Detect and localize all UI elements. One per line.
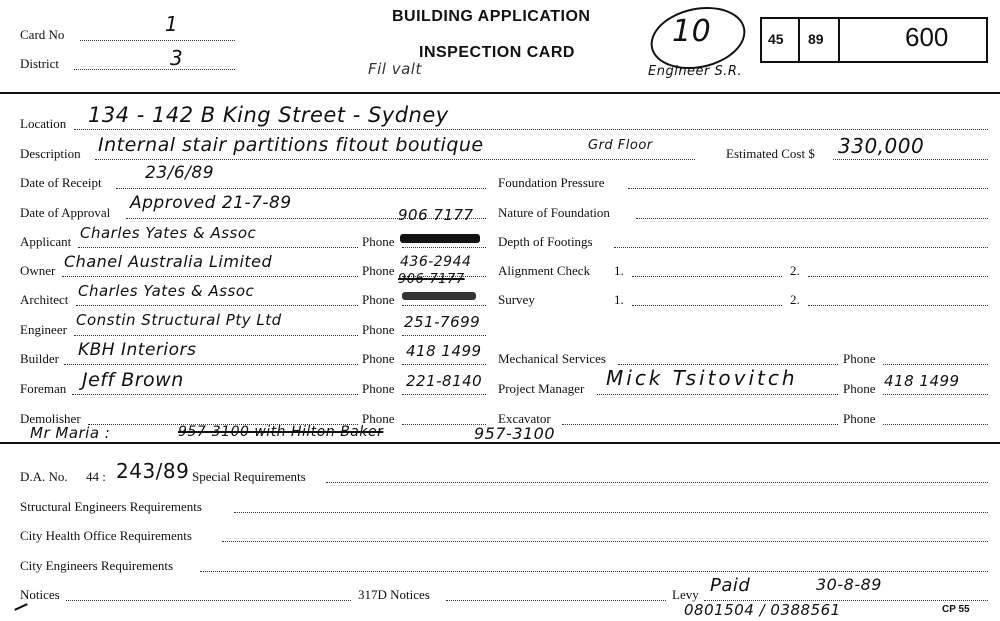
header-rule (0, 92, 1000, 94)
location-line (74, 129, 988, 130)
applicant-phone-label: Phone (362, 234, 395, 249)
form-title-line1: BUILDING APPLICATION (392, 8, 591, 25)
applicant-value: Charles Yates & Assoc (80, 224, 257, 242)
levy-label: Levy (672, 587, 699, 602)
engineer-line (74, 335, 358, 336)
owner-line (62, 276, 358, 277)
architect-line (76, 305, 358, 306)
depth-footings-line (614, 247, 988, 248)
architect-phone-note: 906-7177 (398, 272, 465, 287)
form-code: CP 55 (942, 604, 970, 615)
estimated-cost-value: 330,000 (838, 134, 925, 158)
card-no-value: 1 (165, 12, 179, 36)
card-no-line (80, 40, 235, 41)
alignment-line-1 (632, 276, 782, 277)
mech-phone-label: Phone (843, 351, 876, 366)
estimated-cost-line (833, 159, 988, 160)
special-req-label: Special Requirements (192, 469, 306, 484)
architect-label: Architect (20, 292, 69, 307)
redacted-phone (400, 234, 480, 243)
handwritten-note-struck: 957-3100 with Hilton Baker (178, 424, 384, 440)
builder-phone-line (402, 364, 486, 365)
levy-date: 30-8-89 (816, 575, 882, 594)
pm-phone-label: Phone (843, 381, 876, 396)
alignment-check-label: Alignment Check (498, 263, 591, 278)
district-value: 3 (170, 46, 184, 70)
city-eng-req-label: City Engineers Requirements (20, 558, 174, 573)
middle-rule (0, 442, 1000, 444)
foreman-line (72, 394, 358, 395)
demolisher-phone-label: Phone (362, 411, 395, 426)
date-receipt-line (116, 188, 486, 189)
builder-phone-label: Phone (362, 351, 395, 366)
notices-line (66, 600, 351, 601)
architect-phone-label: Phone (362, 292, 395, 307)
circled-number: 10 (672, 14, 712, 49)
date-approval-label: Date of Approval (20, 205, 111, 220)
file-number-b: 89 (808, 31, 824, 47)
description-value: Internal stair partitions fitout boutique (98, 134, 484, 156)
special-req-line (326, 482, 988, 483)
estimated-cost-label: Estimated Cost $ (726, 146, 815, 161)
engineer-label: Engineer (20, 322, 67, 337)
foundation-pressure-label: Foundation Pressure (498, 175, 605, 190)
architect-phone-line (402, 305, 486, 306)
form-title-line2: INSPECTION CARD (419, 44, 575, 61)
card-no-label: Card No (20, 27, 65, 42)
depth-footings-label: Depth of Footings (498, 234, 593, 249)
da-value: 243/89 (116, 459, 190, 483)
applicant-phone-line (402, 247, 486, 248)
project-manager-line (597, 394, 838, 395)
project-manager-value: Mick Tsitovitch (606, 366, 798, 390)
owner-phone: 436-2944 (400, 254, 472, 270)
architect-value: Charles Yates & Assoc (78, 282, 255, 300)
foundation-pressure-line (628, 188, 988, 189)
builder-value: KBH Interiors (78, 340, 197, 360)
da-label: D.A. No. (20, 469, 68, 484)
applicant-label: Applicant (20, 234, 72, 249)
nature-foundation-line (636, 218, 988, 219)
health-req-label: City Health Office Requirements (20, 528, 192, 543)
survey-num-1: 1. (614, 292, 624, 307)
excavator-phone-label: Phone (843, 411, 876, 426)
excavator-label: Excavator (498, 411, 551, 426)
handwritten-note-b: 957-3100 (474, 424, 556, 443)
engineer-phone-label: Phone (362, 322, 395, 337)
date-approval-value: Approved 21-7-89 (130, 193, 292, 213)
project-manager-label: Project Manager (498, 381, 585, 396)
notices-label: Notices (20, 587, 60, 602)
levy-value: Paid (710, 575, 751, 596)
file-box-divider-2 (838, 17, 840, 63)
owner-label: Owner (20, 263, 56, 278)
alignment-num-1: 1. (614, 263, 624, 278)
architect-phone-scribble (402, 292, 476, 300)
owner-value: Chanel Australia Limited (64, 252, 273, 271)
foreman-phone: 221-8140 (406, 372, 483, 390)
foreman-phone-line (402, 394, 486, 395)
approval-phone-note: 906 7177 (398, 206, 474, 224)
file-number-a: 45 (768, 31, 784, 47)
location-value: 134 - 142 B King Street - Sydney (88, 103, 449, 127)
survey-line-1 (632, 305, 782, 306)
file-number-box (760, 17, 988, 63)
notices-317d-line (446, 600, 666, 601)
owner-phone-label: Phone (362, 263, 395, 278)
handwritten-note-a: Mr Maria : (30, 424, 111, 442)
description-label: Description (20, 146, 81, 161)
pm-phone: 418 1499 (884, 372, 960, 390)
health-req-line (222, 541, 988, 542)
demolisher-label: Demolisher (20, 411, 81, 426)
survey-label: Survey (498, 292, 535, 307)
district-label: District (20, 56, 59, 71)
builder-line (64, 364, 358, 365)
mech-phone-line (883, 364, 988, 365)
excavator-line (562, 424, 838, 425)
survey-num-2: 2. (790, 292, 800, 307)
structural-req-label: Structural Engineers Requirements (20, 499, 202, 514)
engineer-initials: Engineer S.R. (648, 64, 743, 79)
file-number-c: 600 (905, 22, 949, 52)
district-line (74, 69, 235, 70)
pm-phone-line (883, 394, 988, 395)
receipt-numbers: 0801504 / 0388561 (684, 601, 841, 619)
description-extra: Grd Floor (588, 138, 653, 153)
builder-label: Builder (20, 351, 59, 366)
structural-req-line (234, 512, 988, 513)
engineer-value: Constin Structural Pty Ltd (76, 311, 282, 329)
nature-foundation-label: Nature of Foundation (498, 205, 610, 220)
foreman-phone-label: Phone (362, 381, 395, 396)
engineer-phone: 251-7699 (404, 313, 481, 331)
mech-services-line (618, 364, 838, 365)
notices-317d-label: 317D Notices (358, 587, 430, 602)
excavator-phone-line (883, 424, 988, 425)
survey-line-2 (808, 305, 988, 306)
alignment-num-2: 2. (790, 263, 800, 278)
city-eng-req-line (200, 571, 988, 572)
foreman-value: Jeff Brown (82, 369, 184, 391)
da-prefix: 44 : (86, 469, 106, 484)
date-receipt-label: Date of Receipt (20, 175, 102, 190)
description-line (95, 159, 695, 160)
file-box-divider-1 (798, 17, 800, 63)
header-scribble: Fil valt (368, 60, 422, 78)
engineer-phone-line (402, 335, 486, 336)
mech-services-label: Mechanical Services (498, 351, 606, 366)
tick-mark (14, 603, 28, 611)
location-label: Location (20, 116, 67, 131)
builder-phone: 418 1499 (406, 342, 482, 360)
date-receipt-value: 23/6/89 (145, 163, 215, 183)
alignment-line-2 (808, 276, 988, 277)
applicant-line (78, 247, 358, 248)
foreman-label: Foreman (20, 381, 67, 396)
